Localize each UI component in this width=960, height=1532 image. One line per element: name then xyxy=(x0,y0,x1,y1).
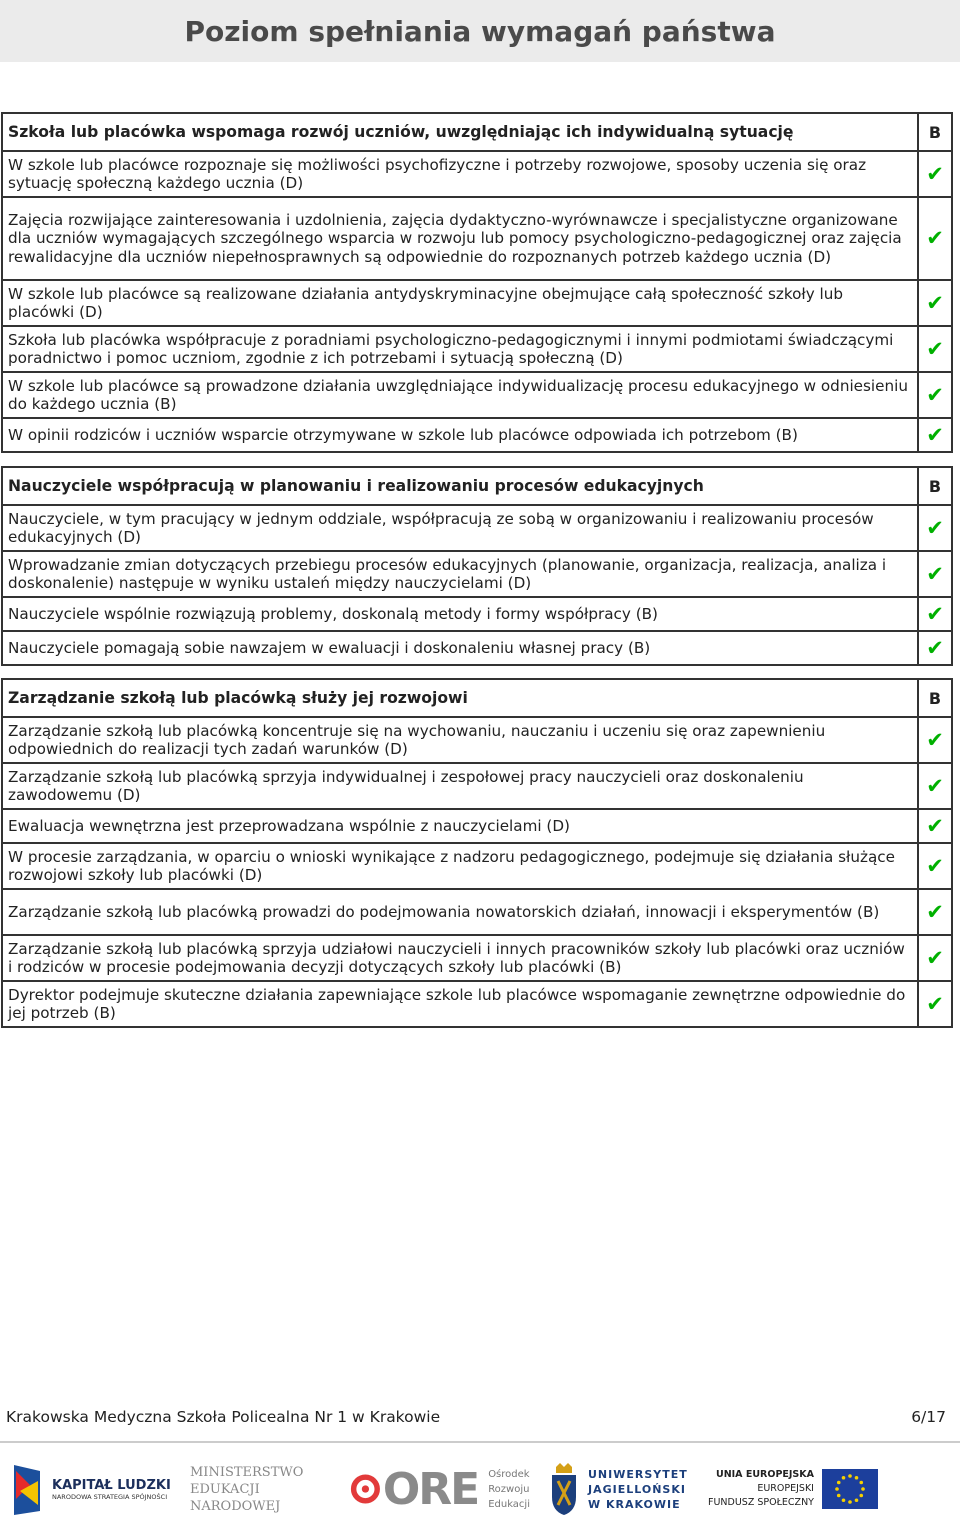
check-icon: ✔ xyxy=(926,561,944,586)
uj-crest-icon xyxy=(548,1461,580,1517)
table-row xyxy=(2,809,952,843)
check-icon: ✔ xyxy=(926,226,944,250)
table-row xyxy=(2,597,952,631)
row-text: Nauczyciele, w tym pracujący w jednym oddziale, współpracują ze sobą w organizowaniu i realizowaniu procesów edukacyjnych (D) xyxy=(2,505,918,551)
kapital-ludzki-logo xyxy=(10,1456,180,1522)
row-text: Zarządzanie szkołą lub placówką koncentruje się na wychowaniu, nauczaniu i uczeniu się oraz zapewnieniu odpowiednich do realizacji tych zadań warunków (D) xyxy=(2,717,918,763)
eu-star xyxy=(837,1494,841,1498)
ore-line-2: Rozwoju xyxy=(488,1483,530,1495)
check-icon: ✔ xyxy=(926,727,944,752)
ore-line-3: Edukacji xyxy=(488,1498,530,1510)
check-icon: ✔ xyxy=(926,422,944,447)
table-row xyxy=(2,843,952,889)
ue-efs-logo xyxy=(708,1456,878,1522)
ue-line-1: UNIA EUROPEJSKA xyxy=(715,1469,814,1480)
eu-star xyxy=(861,1487,865,1491)
eu-star xyxy=(855,1498,859,1502)
men-line-3: NARODOWEJ xyxy=(190,1498,281,1514)
row-text: Dyrektor podejmuje skuteczne działania zapewniające szkole lub placówce wspomaganie zewnętrzne odpowiednie do jej potrzeb (B) xyxy=(2,981,918,1027)
uj-line-2: JAGIELLOŃSKI xyxy=(588,1482,686,1496)
ore-line-1: Ośrodek xyxy=(488,1468,530,1480)
table-row xyxy=(2,151,952,197)
table-row xyxy=(2,197,952,280)
requirement-section-1 xyxy=(1,112,953,453)
kapital-ludzki-subtitle: NARODOWA STRATEGIA SPÓJNOŚCI xyxy=(52,1492,168,1501)
table-row xyxy=(2,981,952,1027)
page-number: 6/17 xyxy=(911,1408,946,1426)
table-row xyxy=(2,505,952,551)
check-icon: ✔ xyxy=(926,161,944,186)
footer-divider xyxy=(0,1441,960,1443)
table-row xyxy=(2,935,952,981)
eu-star xyxy=(842,1498,846,1502)
page-title: Poziom spełniania wymagań państwa xyxy=(184,14,776,48)
table-row xyxy=(2,717,952,763)
row-text: W opinii rodziców i uczniów wsparcie otrzymywane w szkole lub placówce odpowiada ich potrzebom (B) xyxy=(2,418,918,452)
row-text: Nauczyciele pomagają sobie nawzajem w ewaluacji i doskonaleniu własnej pracy (B) xyxy=(2,631,918,665)
section-header xyxy=(2,679,952,717)
eu-star xyxy=(855,1476,859,1480)
row-text: W szkole lub placówce są prowadzone działania uwzględniające indywidualizację procesu edukacyjnego w odniesieniu do każdego ucznia (B) xyxy=(2,372,918,418)
row-text: Wprowadzanie zmian dotyczących przebiegu procesów edukacyjnych (planowanie, organizacja, realizacja, analiza i doskonalenie) następuje w wyniku ustaleń między nauczycielami (D) xyxy=(2,551,918,597)
ue-line-2: EUROPEJSKI xyxy=(757,1483,814,1494)
table-row xyxy=(2,551,952,597)
eu-star xyxy=(859,1481,863,1485)
page-header xyxy=(0,0,960,62)
row-text: Zajęcia rozwijające zainteresowania i uzdolnienia, zajęcia dydaktyczno-wyrównawcze i specjalistyczne organizowane dla uczniów wymagających szczególnego wsparcia w rozwoju lub pomocy psychologiczno-pedagogicznej oraz zajęcia rewalidacyjne dla uczniów niepełnosprawnych są odpowiednie do rozpoznanych potrzeb każdego ucznia (D) xyxy=(2,197,918,280)
check-icon: ✔ xyxy=(926,635,944,660)
eu-star xyxy=(835,1487,839,1491)
section-title: Szkoła lub placówka wspomaga rozwój uczniów, uwzględniając ich indywidualną sytuację xyxy=(2,113,918,151)
table-row xyxy=(2,372,952,418)
ore-ring-icon xyxy=(350,1472,381,1506)
school-name: Krakowska Medyczna Szkoła Policealna Nr 1 w Krakowie xyxy=(6,1408,441,1426)
section-header xyxy=(2,113,952,151)
men-logo xyxy=(190,1456,320,1522)
eu-star xyxy=(842,1476,846,1480)
check-icon: ✔ xyxy=(926,336,944,361)
row-text: W szkole lub placówce rozpoznaje się możliwości psychofizyczne i potrzeby rozwojowe, sposoby uczenia się oraz sytuację społeczną każdego ucznia (D) xyxy=(2,151,918,197)
eu-flag-icon xyxy=(822,1469,878,1509)
check-icon: ✔ xyxy=(926,945,944,970)
ore-mark: ORE xyxy=(382,1463,479,1515)
row-text: Zarządzanie szkołą lub placówką prowadzi do podejmowania nowatorskich działań, innowacji i eksperymentów (B) xyxy=(2,889,918,935)
section-title: Zarządzanie szkołą lub placówką służy jej rozwojowi xyxy=(2,679,918,717)
check-icon: ✔ xyxy=(926,382,944,407)
table-row xyxy=(2,889,952,935)
uj-line-3: W KRAKOWIE xyxy=(588,1497,681,1511)
section-grade: B xyxy=(918,113,952,151)
row-text: Szkoła lub placówka współpracuje z poradniami psychologiczno-pedagogicznymi i innymi podmiotami świadczącymi poradnictwo i pomoc uczniom, zgodnie z ich potrzebami i sytuacją społeczną (D) xyxy=(2,326,918,372)
kapital-ludzki-icon xyxy=(10,1461,44,1517)
men-line-1: MINISTERSTWO xyxy=(190,1464,304,1480)
row-text: W procesie zarządzania, w oparciu o wnioski wynikające z nadzoru pedagogicznego, podejmuje się działania służące rozwojowi szkoły lub placówki (D) xyxy=(2,843,918,889)
table-row xyxy=(2,631,952,665)
check-icon: ✔ xyxy=(926,991,944,1016)
requirement-section-3 xyxy=(1,678,953,1028)
men-line-2: EDUKACJI xyxy=(190,1481,260,1497)
page-footer xyxy=(6,1408,946,1426)
check-icon: ✔ xyxy=(926,773,944,798)
check-icon: ✔ xyxy=(926,813,944,838)
table-row xyxy=(2,280,952,326)
eu-star xyxy=(848,1500,852,1504)
table-row xyxy=(2,418,952,452)
eu-star xyxy=(859,1494,863,1498)
section-grade: B xyxy=(918,679,952,717)
sponsor-logos xyxy=(0,1450,960,1526)
section-title: Nauczyciele współpracują w planowaniu i realizowaniu procesów edukacyjnych xyxy=(2,467,918,505)
ore-logo xyxy=(350,1456,530,1522)
kapital-ludzki-title: KAPITAŁ LUDZKI xyxy=(52,1477,171,1493)
row-text: Zarządzanie szkołą lub placówką sprzyja indywidualnej i zespołowej pracy nauczycieli oraz doskonaleniu zawodowemu (D) xyxy=(2,763,918,809)
requirement-section-2 xyxy=(1,466,953,666)
section-header xyxy=(2,467,952,505)
check-icon: ✔ xyxy=(926,899,944,924)
eu-star xyxy=(848,1474,852,1478)
row-text: Ewaluacja wewnętrzna jest przeprowadzana wspólnie z nauczycielami (D) xyxy=(2,809,918,843)
check-icon: ✔ xyxy=(926,290,944,315)
check-icon: ✔ xyxy=(926,853,944,878)
section-grade: B xyxy=(918,467,952,505)
uj-line-1: UNIWERSYTET xyxy=(588,1467,688,1481)
table-row xyxy=(2,326,952,372)
check-icon: ✔ xyxy=(926,601,944,626)
row-text: Nauczyciele wspólnie rozwiązują problemy, doskonalą metody i formy współpracy (B) xyxy=(2,597,918,631)
table-row xyxy=(2,763,952,809)
uj-logo xyxy=(548,1456,688,1522)
ue-line-3: FUNDUSZ SPOŁECZNY xyxy=(708,1497,814,1508)
row-text: W szkole lub placówce są realizowane działania antydyskryminacyjne obejmujące całą społeczność szkoły lub placówki (D) xyxy=(2,280,918,326)
eu-star xyxy=(837,1481,841,1485)
row-text: Zarządzanie szkołą lub placówką sprzyja udziałowi nauczycieli i innych pracowników szkoły lub placówki oraz uczniów i rodziców w procesie podejmowania decyzji dotyczących szkoły lub placówki (B) xyxy=(2,935,918,981)
check-icon: ✔ xyxy=(926,515,944,540)
